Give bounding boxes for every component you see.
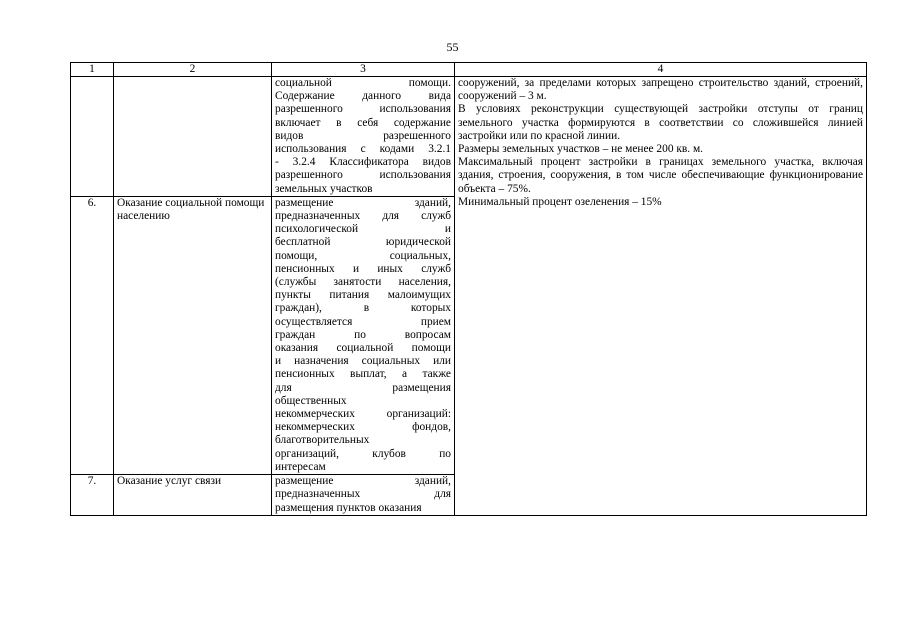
row-number-cell: 7. xyxy=(71,475,114,516)
description-line: разрешенного использования xyxy=(275,169,451,182)
description-line: земельных участков xyxy=(275,182,373,195)
column-header-2: 2 xyxy=(114,63,272,77)
description-line: видов разрешенного xyxy=(275,129,451,142)
description-line: предназначенных для служб xyxy=(275,210,451,223)
page-number: 55 xyxy=(446,40,459,54)
regulation-paragraph: Размеры земельных участков – не менее 200 кв. м. xyxy=(458,143,704,156)
usage-description-cell xyxy=(272,475,455,516)
column-header-4: 4 xyxy=(455,63,867,77)
description-line: осуществляется прием xyxy=(275,315,451,328)
description-line: оказания социальной помощи xyxy=(275,342,451,355)
description-line: пенсионных и иных служб xyxy=(275,262,451,275)
column-header-3: 3 xyxy=(272,63,455,77)
usage-name-cell xyxy=(114,77,272,197)
description-line: общественных xyxy=(275,394,347,407)
description-line: и назначения социальных или xyxy=(275,355,451,368)
description-line: Содержание данного вида xyxy=(275,90,451,103)
table-header-row xyxy=(71,63,867,77)
regulation-paragraph: сооружений, за пределами которых запрещено строительство зданий, строений, сооружений – 3 м. xyxy=(458,77,863,103)
description-line: предназначенных для xyxy=(275,488,451,501)
description-line: благотворительных xyxy=(275,434,370,447)
usage-description-cell xyxy=(272,77,455,197)
description-line: помощи, социальных, xyxy=(275,249,451,262)
description-line: некоммерческих фондов, xyxy=(275,421,451,434)
description-line: разрешенного использования xyxy=(275,103,451,116)
description-line: интересам xyxy=(275,460,326,473)
regulations-cell xyxy=(455,77,867,516)
description-line: использования с кодами 3.2.1 xyxy=(275,143,451,156)
description-line: некоммерческих организаций: xyxy=(275,408,451,421)
description-line: пенсионных выплат, а также xyxy=(275,368,451,381)
usage-name-cell: Оказание социальной помощи населению xyxy=(114,196,272,474)
description-line: пункты питания малоимущих xyxy=(275,289,451,302)
regulations-table xyxy=(70,62,867,516)
usage-name-cell: Оказание услуг связи xyxy=(114,475,272,516)
description-line: социальной помощи. xyxy=(275,77,451,89)
regulation-paragraph: Максимальный процент застройки в границах земельного участка, включая здания, строения, сооружения, в том числе обеспечивающие функционирование объекта – 75%. xyxy=(458,156,863,195)
row-number-cell xyxy=(71,77,114,197)
description-line: граждан по вопросам xyxy=(275,328,451,341)
description-line: размещение зданий, xyxy=(275,475,451,488)
description-line: граждан), в которых xyxy=(275,302,451,315)
description-line: для размещения xyxy=(275,381,451,394)
description-line: - 3.2.4 Классификатора видов xyxy=(275,156,451,169)
usage-description-cell xyxy=(272,196,455,474)
description-line: психологической и xyxy=(275,223,451,236)
description-line: бесплатной юридической xyxy=(275,236,451,249)
table-row xyxy=(71,77,867,197)
description-line: размещение зданий, xyxy=(275,196,451,209)
row-number-cell: 6. xyxy=(71,196,114,474)
regulation-paragraph: В условиях реконструкции существующей застройки отступы от границ земельного участка формируются в соответствии со сложившейся линией застройки или по красной линии. xyxy=(458,103,863,142)
description-line: организаций, клубов по xyxy=(275,447,451,460)
regulation-paragraph: Минимальный процент озеленения – 15% xyxy=(458,195,662,208)
description-line: включает в себя содержание xyxy=(275,116,451,129)
description-line: размещения пунктов оказания xyxy=(275,501,422,514)
column-header-1: 1 xyxy=(71,63,114,77)
description-line: (службы занятости населения, xyxy=(275,276,451,289)
